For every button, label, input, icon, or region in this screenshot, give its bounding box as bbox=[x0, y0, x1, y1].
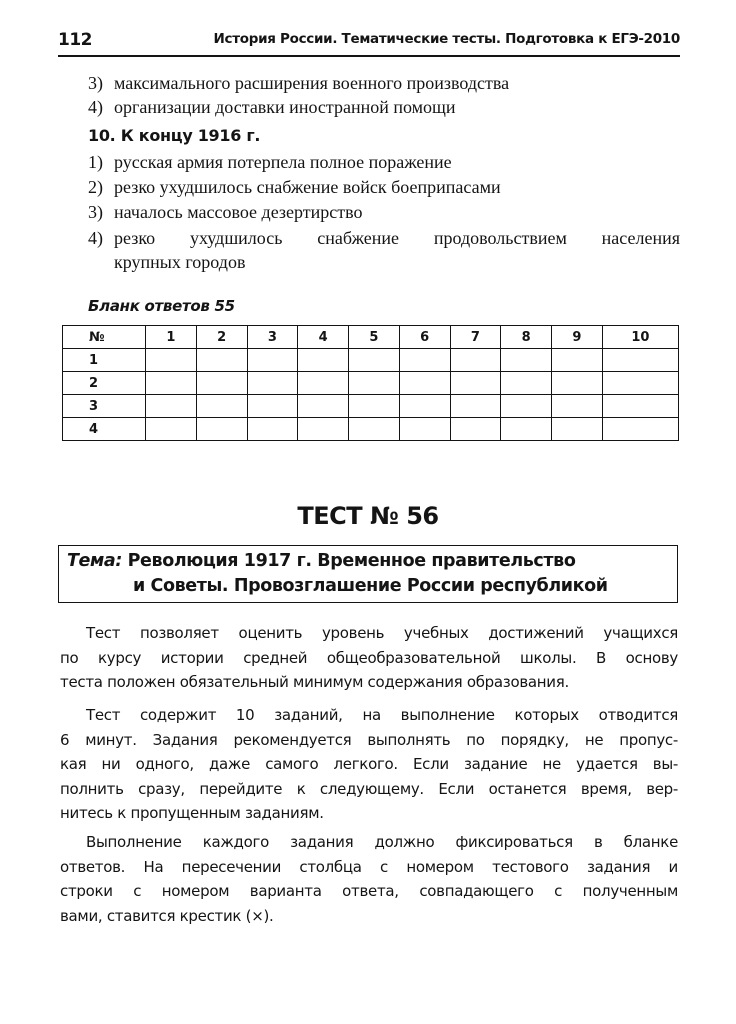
answer-cell[interactable] bbox=[349, 395, 400, 418]
answer-cell[interactable] bbox=[247, 372, 298, 395]
answer-cell[interactable] bbox=[552, 372, 603, 395]
answer-cell[interactable] bbox=[602, 349, 678, 372]
q10-option-3: 3) началось массовое дезертирство bbox=[88, 202, 363, 222]
answer-cell[interactable] bbox=[349, 372, 400, 395]
answer-cell[interactable] bbox=[196, 418, 247, 441]
test-title: ТЕСТ № 56 bbox=[297, 502, 439, 530]
row-header: 2 bbox=[63, 372, 146, 395]
answer-cell[interactable] bbox=[247, 418, 298, 441]
paragraph-3: Выполнение каждого задания должно фиксироваться в бланке ответов. На пересечении столбца с номером тестового задания и строки с номером варианта ответа, совпадающего с полученным вами, ставится крестик (×). bbox=[60, 833, 678, 925]
column-header: 1 bbox=[146, 326, 197, 349]
answer-cell[interactable] bbox=[146, 395, 197, 418]
answer-cell[interactable] bbox=[298, 395, 349, 418]
paragraph-2: Тест содержит 10 заданий, на выполнение которых отводится 6 минут. Задания рекомендуется выполнять по порядку, не пропус- кая ни одного, даже самого легкого. Если задание не удается вы- полнить сразу, перейдите к следующему. Если останется время, вер- нитесь к пропущенным заданиям. bbox=[60, 706, 678, 822]
corner-cell: № bbox=[63, 326, 146, 349]
answer-cell[interactable] bbox=[501, 372, 552, 395]
table-row bbox=[63, 372, 679, 395]
answer-cell[interactable] bbox=[602, 372, 678, 395]
answer-cell[interactable] bbox=[146, 418, 197, 441]
answer-cell[interactable] bbox=[298, 418, 349, 441]
answer-cell[interactable] bbox=[501, 349, 552, 372]
row-header: 3 bbox=[63, 395, 146, 418]
answer-cell[interactable] bbox=[349, 349, 400, 372]
answer-cell[interactable] bbox=[399, 349, 450, 372]
answer-cell[interactable] bbox=[247, 395, 298, 418]
answer-cell[interactable] bbox=[196, 372, 247, 395]
answer-cell[interactable] bbox=[501, 395, 552, 418]
answer-cell[interactable] bbox=[552, 395, 603, 418]
topic-box bbox=[58, 545, 678, 603]
answer-cell[interactable] bbox=[146, 349, 197, 372]
question-10-title: 10. К концу 1916 г. bbox=[88, 126, 261, 145]
answer-cell[interactable] bbox=[552, 418, 603, 441]
page-number: 112 bbox=[58, 30, 92, 50]
answer-cell[interactable] bbox=[602, 418, 678, 441]
answer-cell[interactable] bbox=[450, 395, 501, 418]
prev-option-3: 3) максимального расширения военного производства bbox=[88, 73, 510, 93]
answer-cell[interactable] bbox=[552, 349, 603, 372]
row-header: 4 bbox=[63, 418, 146, 441]
prev-option-4: 4) организации доставки иностранной помощи bbox=[88, 97, 456, 117]
answer-cell[interactable] bbox=[349, 418, 400, 441]
column-header: 8 bbox=[501, 326, 552, 349]
answer-cell[interactable] bbox=[399, 418, 450, 441]
table-row bbox=[63, 395, 679, 418]
answer-table-header-row bbox=[63, 326, 679, 349]
column-header: 5 bbox=[349, 326, 400, 349]
topic-line-1: Тема: Революция 1917 г. Временное правительство bbox=[67, 551, 576, 571]
answer-sheet-title: Бланк ответов 55 bbox=[88, 297, 235, 315]
q10-option-2: 2) резко ухудшилось снабжение войск боеприпасами bbox=[88, 177, 501, 197]
table-row bbox=[63, 349, 679, 372]
answer-cell[interactable] bbox=[196, 349, 247, 372]
answer-cell[interactable] bbox=[450, 372, 501, 395]
table-row bbox=[63, 418, 679, 441]
answer-cell[interactable] bbox=[399, 395, 450, 418]
q10-option-4: 4) резко ухудшилось снабжение продовольствием населения крупных городов bbox=[88, 228, 680, 272]
paragraph-1: Тест позволяет оценить уровень учебных достижений учащихся по курсу истории средней общеобразовательной школы. В основу теста положен обязательный минимум содержания образования. bbox=[60, 624, 678, 691]
answer-cell[interactable] bbox=[298, 349, 349, 372]
column-header: 4 bbox=[298, 326, 349, 349]
row-header: 1 bbox=[63, 349, 146, 372]
answer-cell[interactable] bbox=[602, 395, 678, 418]
answer-cell[interactable] bbox=[146, 372, 197, 395]
topic-line-2: и Советы. Провозглашение России республикой bbox=[133, 576, 608, 596]
column-header: 3 bbox=[247, 326, 298, 349]
header-rule bbox=[58, 55, 680, 57]
answer-cell[interactable] bbox=[399, 372, 450, 395]
column-header: 10 bbox=[602, 326, 678, 349]
answer-cell[interactable] bbox=[196, 395, 247, 418]
running-title: История России. Тематические тесты. Подготовка к ЕГЭ-2010 bbox=[213, 31, 680, 47]
column-header: 6 bbox=[399, 326, 450, 349]
topic-label: Тема: bbox=[67, 551, 122, 571]
answer-cell[interactable] bbox=[298, 372, 349, 395]
page-header bbox=[58, 30, 680, 56]
answer-cell[interactable] bbox=[501, 418, 552, 441]
answer-cell[interactable] bbox=[450, 349, 501, 372]
answer-cell[interactable] bbox=[247, 349, 298, 372]
answer-cell[interactable] bbox=[450, 418, 501, 441]
q10-option-1: 1) русская армия потерпела полное поражение bbox=[88, 152, 452, 172]
column-header: 9 bbox=[552, 326, 603, 349]
answer-table bbox=[62, 325, 679, 441]
column-header: 2 bbox=[196, 326, 247, 349]
column-header: 7 bbox=[450, 326, 501, 349]
